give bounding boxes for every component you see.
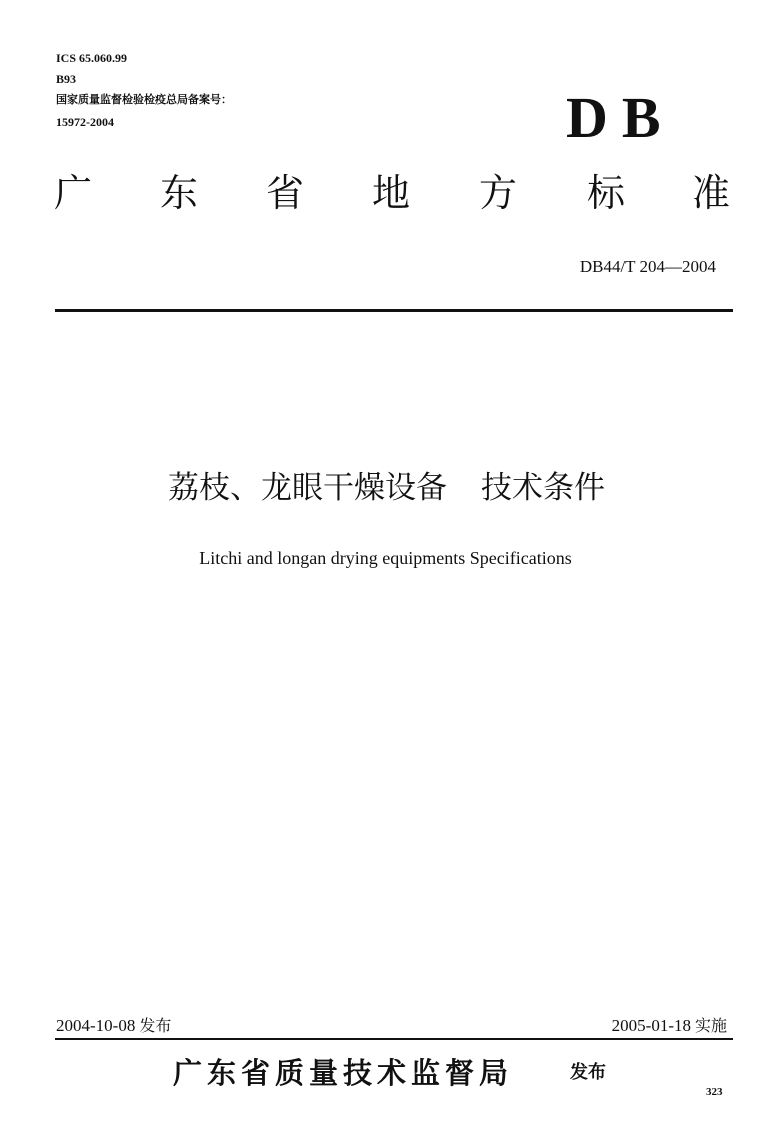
standard-type-char: 方 (479, 171, 518, 215)
header-divider (55, 309, 733, 312)
ccs-code: B93 (56, 72, 77, 86)
issuer-action: 发布 (570, 1062, 606, 1083)
implement-label: 实施 (694, 1016, 727, 1035)
filing-number: 15972-2004 (56, 115, 114, 129)
db-logo: DB (566, 85, 675, 150)
standard-type-char: 标 (587, 171, 626, 215)
footer-divider (55, 1038, 733, 1040)
title-chinese-sub: 技术条件 (481, 470, 605, 506)
issue-label: 发布 (139, 1016, 172, 1035)
title-chinese-main: 荔枝、龙眼干燥设备 (168, 470, 447, 506)
filing-label: 国家质量监督检验检疫总局备案号： (56, 93, 232, 106)
title-english: Litchi and longan drying equipments Specifications (199, 548, 572, 568)
issue-date-line (56, 1015, 171, 1037)
issue-date: 2004-10-08 (56, 1016, 136, 1035)
page-number: 323 (706, 1086, 723, 1098)
standard-type-char: 省 (266, 171, 305, 215)
ics-code: ICS 65.060.99 (56, 51, 128, 65)
standard-type-char: 广 (54, 171, 93, 215)
title-chinese (0, 468, 781, 508)
standard-type-char: 准 (692, 171, 731, 215)
standard-type-char: 东 (160, 171, 199, 215)
standard-type-char: 地 (372, 171, 411, 215)
implement-date-line (612, 1015, 727, 1037)
issuer-name: 广东省质量技术监督局 (173, 1056, 514, 1090)
standard-number: DB44/T 204—2004 (579, 257, 716, 276)
implement-date: 2005-01-18 (611, 1016, 691, 1035)
